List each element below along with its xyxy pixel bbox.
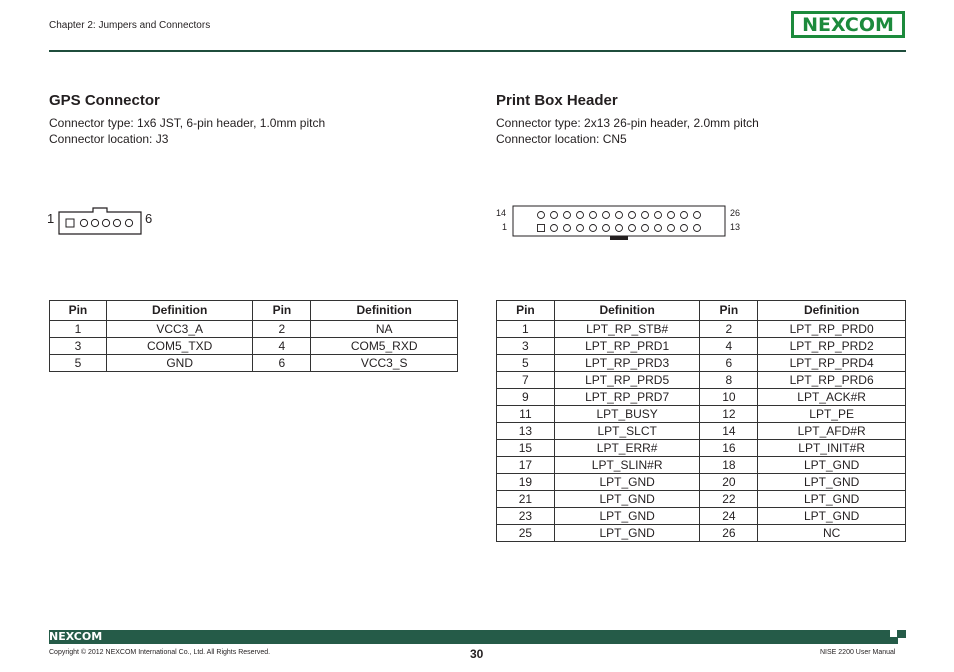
header-pin <box>642 212 649 219</box>
table-cell: 25 <box>497 525 555 542</box>
table-cell: 21 <box>497 491 555 508</box>
chapter-title: Chapter 2: Jumpers and Connectors <box>49 20 211 31</box>
table-cell: LPT_RP_PRD4 <box>758 355 906 372</box>
table-row <box>497 406 906 423</box>
header-pin <box>590 225 597 232</box>
header-pin <box>603 225 610 232</box>
header-pin <box>642 225 649 232</box>
table-cell: LPT_GND <box>554 474 700 491</box>
column-header: Definition <box>311 301 458 321</box>
table-cell: LPT_SLCT <box>554 423 700 440</box>
table-cell: 19 <box>497 474 555 491</box>
footer-bar <box>49 630 906 644</box>
gps-section-title: GPS Connector <box>49 92 160 109</box>
table-cell: LPT_GND <box>758 474 906 491</box>
table-cell: 12 <box>700 406 758 423</box>
table-cell: VCC3_S <box>311 355 458 372</box>
table-cell: 17 <box>497 457 555 474</box>
print-box-pin-1-label: 1 <box>502 222 508 232</box>
nexcom-logo <box>791 11 905 38</box>
table-cell: LPT_PE <box>758 406 906 423</box>
header-pin <box>590 212 597 219</box>
header-pin <box>629 212 636 219</box>
table-cell: LPT_RP_PRD0 <box>758 321 906 338</box>
table-cell: 2 <box>253 321 311 338</box>
table-cell: 14 <box>700 423 758 440</box>
gps-connector-location: Connector location: J3 <box>49 132 169 146</box>
table-cell: 4 <box>253 338 311 355</box>
table-cell: LPT_RP_PRD6 <box>758 372 906 389</box>
column-header: Pin <box>700 301 758 321</box>
table-row <box>50 338 458 355</box>
table-row <box>497 457 906 474</box>
header-pin <box>616 225 623 232</box>
table-cell: 9 <box>497 389 555 406</box>
table-cell: LPT_AFD#R <box>758 423 906 440</box>
table-cell: LPT_GND <box>758 491 906 508</box>
table-cell: 8 <box>700 372 758 389</box>
table-cell: 16 <box>700 440 758 457</box>
table-cell: LPT_GND <box>758 508 906 525</box>
page-number: 30 <box>470 647 484 661</box>
table-cell: 6 <box>700 355 758 372</box>
gps-pin-6-label: 6 <box>145 211 153 226</box>
pin-1-square <box>538 225 545 232</box>
footer-square-decor <box>890 630 897 637</box>
header-pin <box>616 212 623 219</box>
table-cell: 18 <box>700 457 758 474</box>
column-header: Definition <box>106 301 253 321</box>
table-cell: 6 <box>253 355 311 372</box>
copyright-text: Copyright © 2012 NEXCOM International Co., Ltd. All Rights Reserved. <box>49 649 271 656</box>
header-pin <box>681 225 688 232</box>
table-cell: 1 <box>497 321 555 338</box>
table-cell: 4 <box>700 338 758 355</box>
table-cell: 5 <box>50 355 107 372</box>
column-header: Pin <box>253 301 311 321</box>
header-pin <box>603 212 610 219</box>
print-box-pin-26-label: 26 <box>730 208 741 218</box>
table-cell: LPT_RP_PRD3 <box>554 355 700 372</box>
gps-connector-type: Connector type: 1x6 JST, 6-pin header, 1.0mm pitch <box>49 116 326 130</box>
header-divider <box>49 50 906 52</box>
print-box-section-title: Print Box Header <box>496 92 618 109</box>
header-pin <box>681 212 688 219</box>
manual-name: NISE 2200 User Manual <box>820 649 896 656</box>
table-row <box>497 423 906 440</box>
header-pin <box>655 225 662 232</box>
table-row <box>50 355 458 372</box>
table-cell: 3 <box>50 338 107 355</box>
table-row <box>497 321 906 338</box>
print-box-pin-table <box>496 300 906 542</box>
table-cell: 20 <box>700 474 758 491</box>
table-cell: LPT_SLIN#R <box>554 457 700 474</box>
table-cell: LPT_RP_PRD2 <box>758 338 906 355</box>
header-pin <box>668 225 675 232</box>
table-cell: 24 <box>700 508 758 525</box>
table-row <box>497 372 906 389</box>
table-cell: LPT_GND <box>758 457 906 474</box>
header-pin <box>668 212 675 219</box>
header-pin <box>564 225 571 232</box>
header-pin <box>655 212 662 219</box>
header-pin <box>538 212 545 219</box>
table-cell: GND <box>106 355 253 372</box>
header-pin <box>694 212 701 219</box>
table-cell: 22 <box>700 491 758 508</box>
table-cell: 2 <box>700 321 758 338</box>
print-box-header-diagram <box>512 205 726 241</box>
table-cell: NA <box>311 321 458 338</box>
table-header-row <box>50 301 458 321</box>
print-box-pin-13-label: 13 <box>730 222 741 232</box>
column-header: Definition <box>758 301 906 321</box>
table-header-row <box>497 301 906 321</box>
header-pin <box>694 225 701 232</box>
table-cell: LPT_GND <box>554 525 700 542</box>
table-row <box>497 389 906 406</box>
table-cell: 13 <box>497 423 555 440</box>
table-cell: 5 <box>497 355 555 372</box>
table-cell: LPT_ACK#R <box>758 389 906 406</box>
table-cell: LPT_GND <box>554 491 700 508</box>
table-cell: LPT_RP_PRD1 <box>554 338 700 355</box>
table-row <box>497 338 906 355</box>
table-cell: VCC3_A <box>106 321 253 338</box>
table-cell: COM5_TXD <box>106 338 253 355</box>
table-cell: 7 <box>497 372 555 389</box>
table-cell: NC <box>758 525 906 542</box>
table-cell: 15 <box>497 440 555 457</box>
print-box-pin-14-label: 14 <box>496 208 507 218</box>
table-cell: 26 <box>700 525 758 542</box>
gps-connector-diagram <box>57 206 143 236</box>
table-cell: LPT_GND <box>554 508 700 525</box>
table-row <box>497 474 906 491</box>
header-pin <box>577 225 584 232</box>
table-cell: 1 <box>50 321 107 338</box>
footer-square-decor <box>898 638 906 644</box>
header-pin <box>551 225 558 232</box>
table-cell: LPT_INIT#R <box>758 440 906 457</box>
table-cell: LPT_ERR# <box>554 440 700 457</box>
header-pin <box>577 212 584 219</box>
header-pin <box>629 225 636 232</box>
table-cell: LPT_RP_STB# <box>554 321 700 338</box>
column-header: Pin <box>50 301 107 321</box>
table-cell: 10 <box>700 389 758 406</box>
table-cell: LPT_RP_PRD5 <box>554 372 700 389</box>
footer-logo: NEXCOM <box>49 630 103 643</box>
table-row <box>497 440 906 457</box>
header-pin <box>551 212 558 219</box>
table-cell: LPT_RP_PRD7 <box>554 389 700 406</box>
table-cell: 23 <box>497 508 555 525</box>
gps-pin-1-label: 1 <box>47 211 55 226</box>
print-box-connector-location: Connector location: CN5 <box>496 132 627 146</box>
column-header: Pin <box>497 301 555 321</box>
table-cell: 11 <box>497 406 555 423</box>
table-cell: 3 <box>497 338 555 355</box>
logo-text: NEXCOM <box>802 13 894 36</box>
print-box-connector-type: Connector type: 2x13 26-pin header, 2.0mm pitch <box>496 116 759 130</box>
table-row <box>497 525 906 542</box>
gps-pin-table <box>49 300 458 372</box>
table-row <box>497 508 906 525</box>
table-row <box>497 355 906 372</box>
table-cell: COM5_RXD <box>311 338 458 355</box>
table-cell: LPT_BUSY <box>554 406 700 423</box>
column-header: Definition <box>554 301 700 321</box>
header-pin <box>564 212 571 219</box>
table-row <box>50 321 458 338</box>
table-row <box>497 491 906 508</box>
